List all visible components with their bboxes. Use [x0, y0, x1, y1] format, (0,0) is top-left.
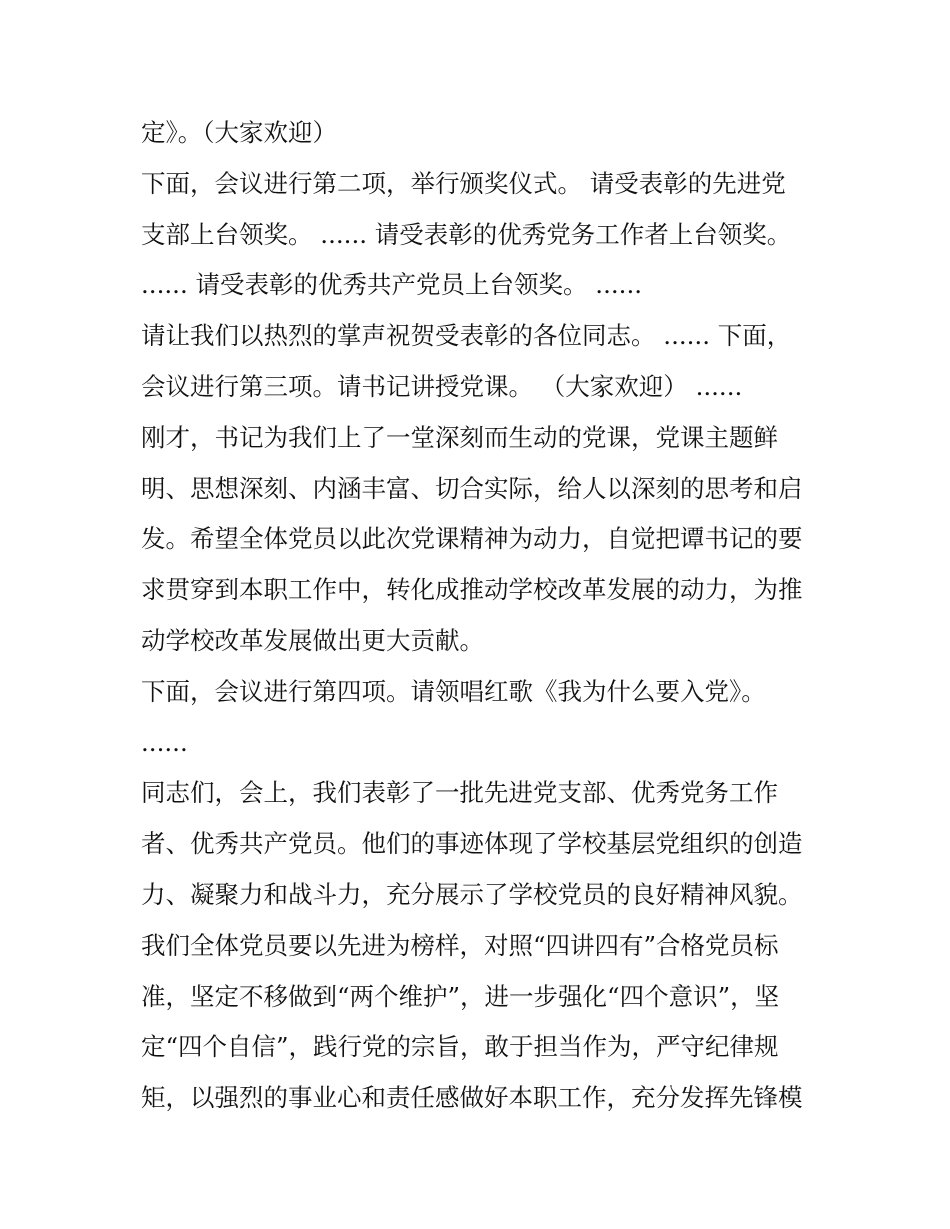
text-line: 定》。（大家欢迎） — [141, 118, 337, 147]
text-line: 下面，会议进行第二项，举行颁奖仪式。 请受表彰的先进党 — [141, 168, 786, 198]
text-line: 请让我们以热烈的掌声祝贺受表彰的各位同志。 ...... 下面， — [141, 321, 792, 351]
document-body — [141, 108, 831, 1124]
text-line: 者、优秀共产党员。他们的事迹体现了学校基层党组织的创造 — [141, 829, 803, 859]
text-line: 刚才，书记为我们上了一堂深刻而生动的党课，党课主题鲜 — [141, 422, 778, 452]
text-line: 下面，会议进行第四项。请领唱红歌《我为什么要入党》。 — [141, 676, 766, 706]
text-line: 我们全体党员要以先进为榜样，对照“四讲四有”合格党员标 — [141, 930, 779, 960]
text-line: 准，坚定不移做到“两个维护”，进一步强化“四个意识”，坚 — [141, 981, 780, 1011]
text-line: 同志们，会上，我们表彰了一批先进党支部、优秀党务工作 — [141, 778, 778, 808]
text-line: 力、凝聚力和战斗力，充分展示了学校党员的良好精神风貌。 — [141, 879, 803, 909]
text-line: 动学校改革发展做出更大贡献。 — [141, 625, 484, 655]
text-line: 定“四个自信”，践行党的宗旨，敢于担当作为，严守纪律规 — [141, 1032, 779, 1062]
text-line: 求贯穿到本职工作中，转化成推动学校改革发展的动力，为推 — [141, 575, 803, 605]
text-line: 明、思想深刻、内涵丰富、切合实际，给人以深刻的思考和启 — [141, 473, 803, 503]
text-line: 发。希望全体党员以此次党课精神为动力，自觉把谭书记的要 — [141, 524, 803, 554]
text-line: ...... 请受表彰的优秀共产党员上台领奖。 ...... — [141, 270, 643, 300]
text-line: 矩，以强烈的事业心和责任感做好本职工作，充分发挥先锋模 — [141, 1083, 803, 1113]
text-line: 支部上台领奖。 ...... 请受表彰的优秀党务工作者上台领奖。 — [141, 219, 792, 249]
text-line: ...... — [141, 727, 188, 757]
text-line: 会议进行第三项。请书记讲授党课。 （大家欢迎） ...... — [141, 371, 743, 401]
